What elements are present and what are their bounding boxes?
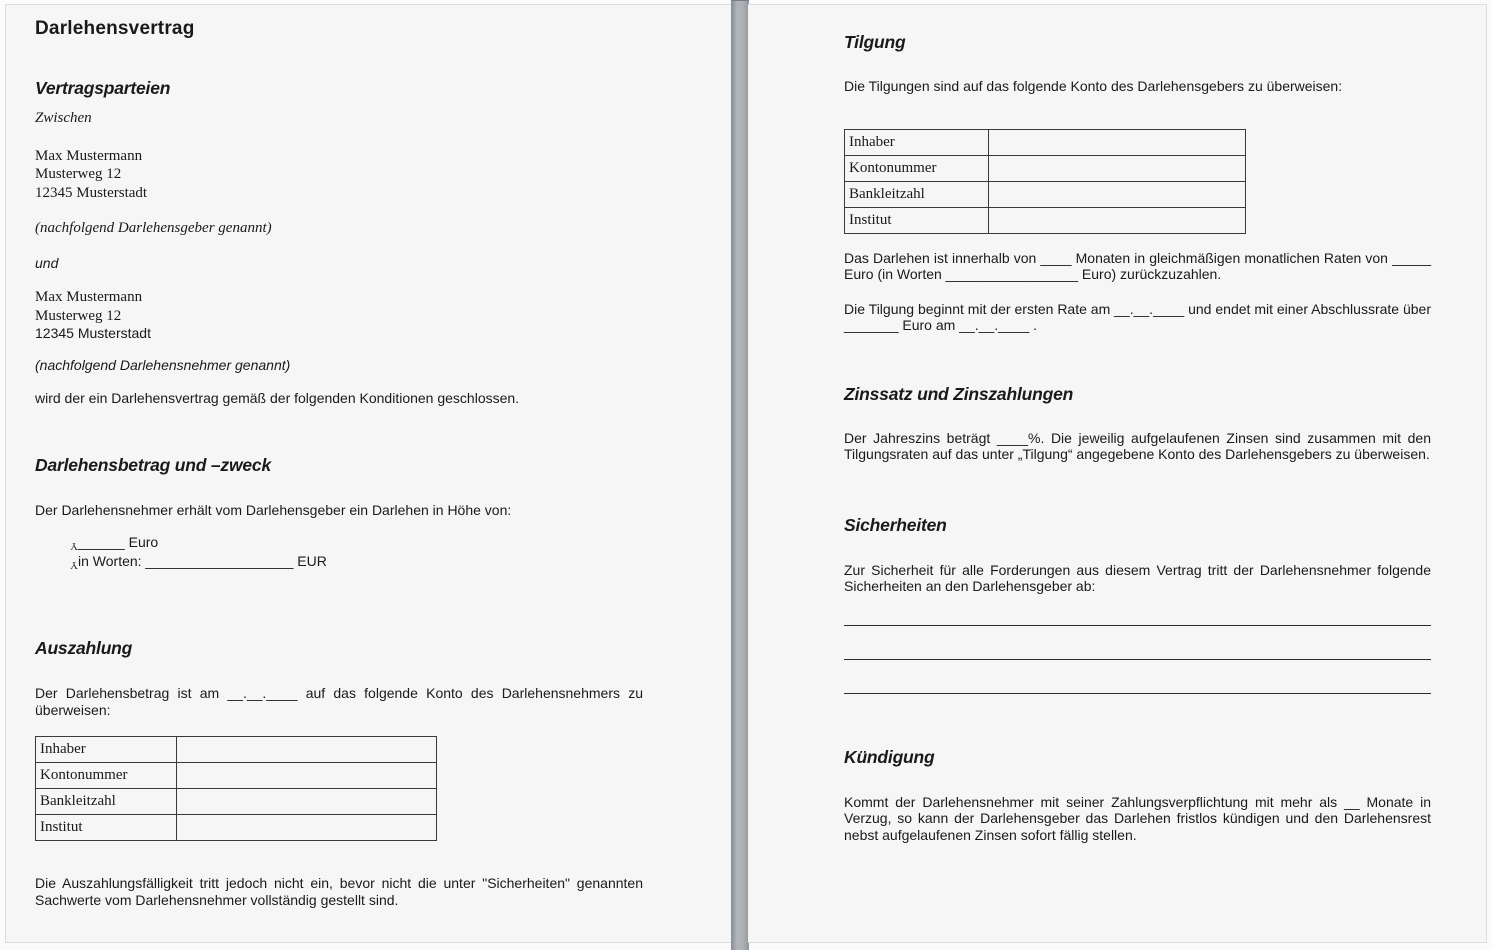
turned-y-bullet-icon: Y bbox=[70, 540, 78, 553]
list-item bbox=[58, 553, 643, 572]
table-row bbox=[36, 737, 437, 763]
row-label: Bankleitzahl bbox=[845, 181, 989, 207]
amount-item-label: in Worten: ___________________ EUR bbox=[78, 552, 327, 569]
row-value-cell bbox=[989, 181, 1246, 207]
parties-closing: wird der ein Darlehensvertrag gemäß der folgenden Konditionen geschlossen. bbox=[35, 390, 520, 407]
address-line: Musterweg 12 bbox=[35, 166, 122, 183]
blank-line bbox=[844, 625, 1431, 626]
document-page-left bbox=[5, 4, 733, 943]
table-row bbox=[36, 789, 437, 815]
table-row bbox=[36, 815, 437, 841]
table-row bbox=[36, 763, 437, 789]
blank-line bbox=[844, 693, 1431, 694]
page-title: Darlehensvertrag bbox=[35, 18, 195, 39]
lender-address bbox=[35, 147, 643, 202]
row-value-cell bbox=[177, 789, 437, 815]
row-label: Institut bbox=[36, 815, 177, 841]
table-row bbox=[845, 207, 1246, 233]
turned-y-bullet-icon: Y bbox=[70, 559, 78, 572]
parties-intro: Zwischen bbox=[35, 110, 92, 126]
address-line: Musterweg 12 bbox=[35, 307, 122, 324]
payout-note: Die Auszahlungsfälligkeit tritt jedoch nicht ein, bevor nicht die unter "Sicherheiten" genannten Sachwerte vom Darlehensnehmer vollständig gestellt sind. bbox=[35, 875, 643, 908]
row-label: Bankleitzahl bbox=[36, 789, 177, 815]
repayment-para1: Das Darlehen ist innerhalb von ____ Monaten in gleichmäßigen monatlichen Raten von _____ Euro (in Worten _________________ Euro) zurückzuzahlen. bbox=[844, 249, 1431, 282]
address-line: Max Mustermann bbox=[35, 289, 143, 306]
section-heading-darlehensbetrag: Darlehensbetrag und –zweck bbox=[35, 454, 271, 475]
address-line: 12345 Musterstadt bbox=[35, 324, 151, 341]
connector-und: und bbox=[35, 254, 59, 271]
blank-line bbox=[844, 659, 1431, 660]
lender-note: (nachfolgend Darlehensgeber genannt) bbox=[35, 219, 272, 236]
address-line: Max Mustermann bbox=[35, 148, 143, 164]
bank-table-lender bbox=[844, 129, 1246, 234]
row-value-cell bbox=[989, 207, 1246, 233]
section-heading-tilgung: Tilgung bbox=[844, 32, 906, 52]
amount-list bbox=[35, 534, 643, 571]
amount-item-label: ______ Euro bbox=[78, 534, 159, 551]
amount-intro: Der Darlehensnehmer erhält vom Darlehensgeber ein Darlehen in Höhe von: bbox=[35, 501, 512, 518]
row-value-cell bbox=[177, 815, 437, 841]
row-value-cell bbox=[177, 737, 437, 763]
row-label: Kontonummer bbox=[36, 763, 177, 789]
borrower-note: (nachfolgend Darlehensnehmer genannt) bbox=[35, 356, 291, 373]
repayment-intro: Die Tilgungen sind auf das folgende Konto des Darlehensgebers zu überweisen: bbox=[844, 78, 1343, 94]
section-heading-auszahlung: Auszahlung bbox=[35, 638, 133, 659]
borrower-address bbox=[35, 288, 643, 342]
bank-table-borrower bbox=[35, 736, 437, 841]
list-item bbox=[58, 534, 643, 553]
table-row bbox=[845, 155, 1246, 181]
section-heading-vertragsparteien: Vertragsparteien bbox=[35, 78, 171, 98]
repayment-para2: Die Tilgung beginnt mit der ersten Rate am __.__.____ und endet mit einer Abschlussrate über _______ Euro am __.__.____ . bbox=[844, 300, 1431, 333]
row-label: Inhaber bbox=[36, 737, 177, 763]
section-heading-kuendigung: Kündigung bbox=[844, 746, 935, 767]
section-heading-sicherheiten: Sicherheiten bbox=[844, 514, 947, 535]
section-heading-zinssatz: Zinssatz und Zinszahlungen bbox=[844, 383, 1074, 404]
row-label: Institut bbox=[845, 207, 989, 233]
table-row bbox=[845, 181, 1246, 207]
collateral-para: Zur Sicherheit für alle Forderungen aus diesem Vertrag tritt der Darlehensnehmer folgende Sicherheiten an den Darlehensgeber ab: bbox=[844, 561, 1431, 594]
row-value-cell bbox=[989, 155, 1246, 181]
interest-para: Der Jahreszins beträgt ____%. Die jeweilig aufgelaufenen Zinsen sind zusammen mit den Tilgungsraten auf das unter „Tilgung“ angegebene Konto des Darlehensgebers zu überweisen. bbox=[844, 429, 1431, 462]
row-value-cell bbox=[177, 763, 437, 789]
document-page-right bbox=[748, 4, 1487, 943]
row-label: Inhaber bbox=[845, 129, 989, 155]
row-label: Kontonummer bbox=[845, 155, 989, 181]
payout-intro: Der Darlehensbetrag ist am __.__.____ auf das folgende Konto des Darlehensnehmers zu überweisen: bbox=[35, 685, 643, 718]
page-divider-scrollbar bbox=[731, 0, 749, 950]
table-row bbox=[845, 129, 1246, 155]
row-value-cell bbox=[989, 129, 1246, 155]
address-line: 12345 Musterstadt bbox=[35, 184, 148, 201]
termination-para: Kommt der Darlehensnehmer mit seiner Zahlungsverpflichtung mit mehr als __ Monate in Verzug, so kann der Darlehensgeber das Darlehen fristlos kündigen und den Darlehensrest nebst aufgelaufenen Zinsen sofort fällig stellen. bbox=[844, 793, 1431, 843]
